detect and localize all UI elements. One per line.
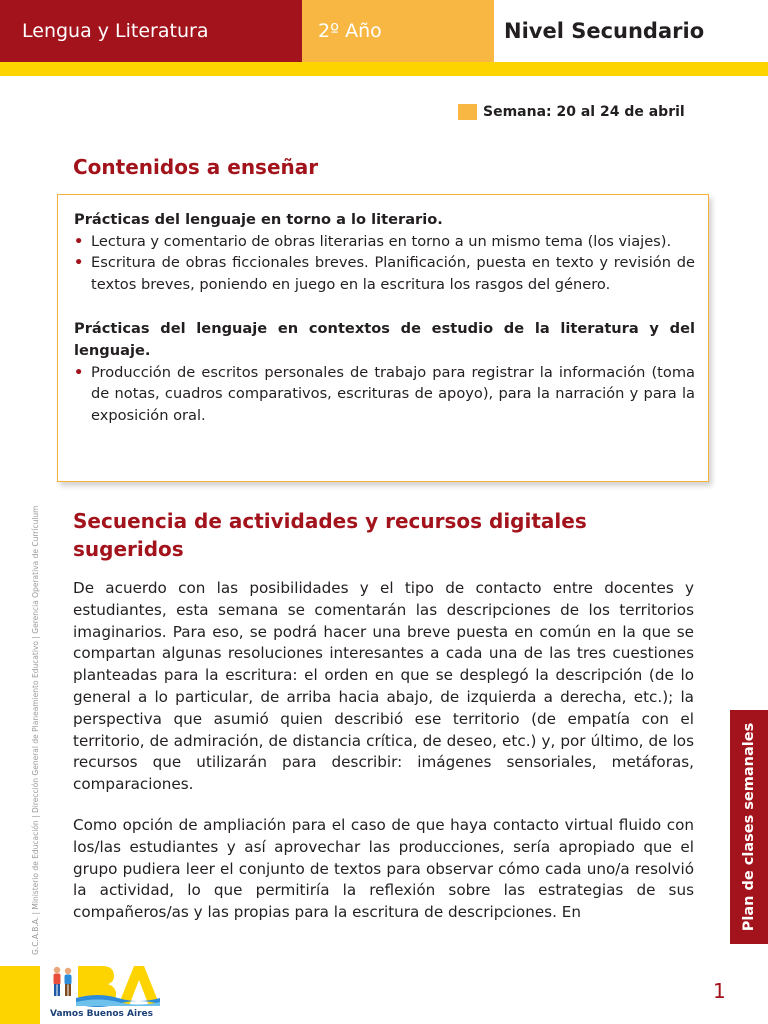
header-year: 2º Año — [302, 0, 494, 62]
contents-box — [57, 194, 709, 482]
block2-heading: Prácticas del lenguaje en contextos de estudio de la literatura y del lenguaje. — [74, 320, 695, 359]
header-level: Nivel Secundario — [494, 0, 768, 62]
page-header — [0, 0, 768, 62]
side-tab — [730, 710, 768, 944]
week-text: Semana: 20 al 24 de abril — [483, 104, 685, 120]
list-item: • Lectura y comentario de obras literarias en torno a un mismo tema (los viajes). — [74, 231, 695, 253]
footer-yellow-block — [0, 966, 40, 1024]
logo-caption: Vamos Buenos Aires — [50, 1009, 153, 1019]
side-tab-label: Plan de clases semanales — [741, 722, 757, 932]
page-number: 1 — [713, 979, 726, 1003]
side-credit: G.C.A.B.A. | Ministerio de Educación | Dirección General de Planeamiento Educativo | Gerencia Operativa de Currículum — [31, 505, 40, 955]
header-stripe — [0, 62, 768, 76]
week-label — [458, 104, 685, 120]
list-item: • Producción de escritos personales de trabajo para registrar la información (toma de notas, cuadros comparativos, escrituras de apoyo), para la narración y para la exposición oral. — [74, 363, 695, 424]
section-title-contenidos: Contenidos a enseñar — [73, 155, 319, 179]
block2-list — [74, 362, 695, 427]
block1-heading: Prácticas del lenguaje en torno a lo literario. — [74, 211, 443, 228]
week-square-icon — [458, 104, 477, 120]
paragraph-1: De acuerdo con las posibilidades y el tipo de contacto entre docentes y estudiantes, esta semana se comentarán las descripciones de los territorios imaginarios. Para eso, se podrá hacer una breve puesta en común en la que se compartan algunas resoluciones interesantes a cada una de las tres cuestiones planteadas para la escritura: el orden en que se desplegó la descripción (de lo general a lo particular, de arriba hacia abajo, de izquierda a derecha, etc.); la perspectiva que asumió quien describió ese territorio (de empatía con el territorio, de admiración, de distancia crítica, de deseo, etc.) y, por último, de los recursos que utilizarán para describir: imágenes sensoriales, metáforas, comparaciones. — [73, 579, 694, 794]
list-item: • Escritura de obras ficcionales breves. Planificación, puesta en texto y revisión de textos breves, poniendo en juego en la escritura los rasgos del género. — [74, 254, 695, 293]
block1-list — [74, 231, 695, 296]
bullet-icon: • — [74, 363, 84, 381]
bullet-icon: • — [74, 232, 84, 250]
section-title-secuencia: Secuencia de actividades y recursos digitales sugeridos — [73, 509, 587, 561]
bullet-icon: • — [74, 254, 84, 272]
paragraph-2: Como opción de ampliación para el caso de que haya contacto virtual fluido con los/las estudiantes y así aprovechar las producciones, sería apropiado que el grupo pudiera leer el conjunto de textos para observar cómo cada uno/a resolvió la actividad, lo que permitiría la reflexión sobre las estrategias de sus compañeros/as y las propias para la escritura de descripciones. En — [73, 816, 694, 922]
header-subject: Lengua y Literatura — [0, 0, 302, 62]
